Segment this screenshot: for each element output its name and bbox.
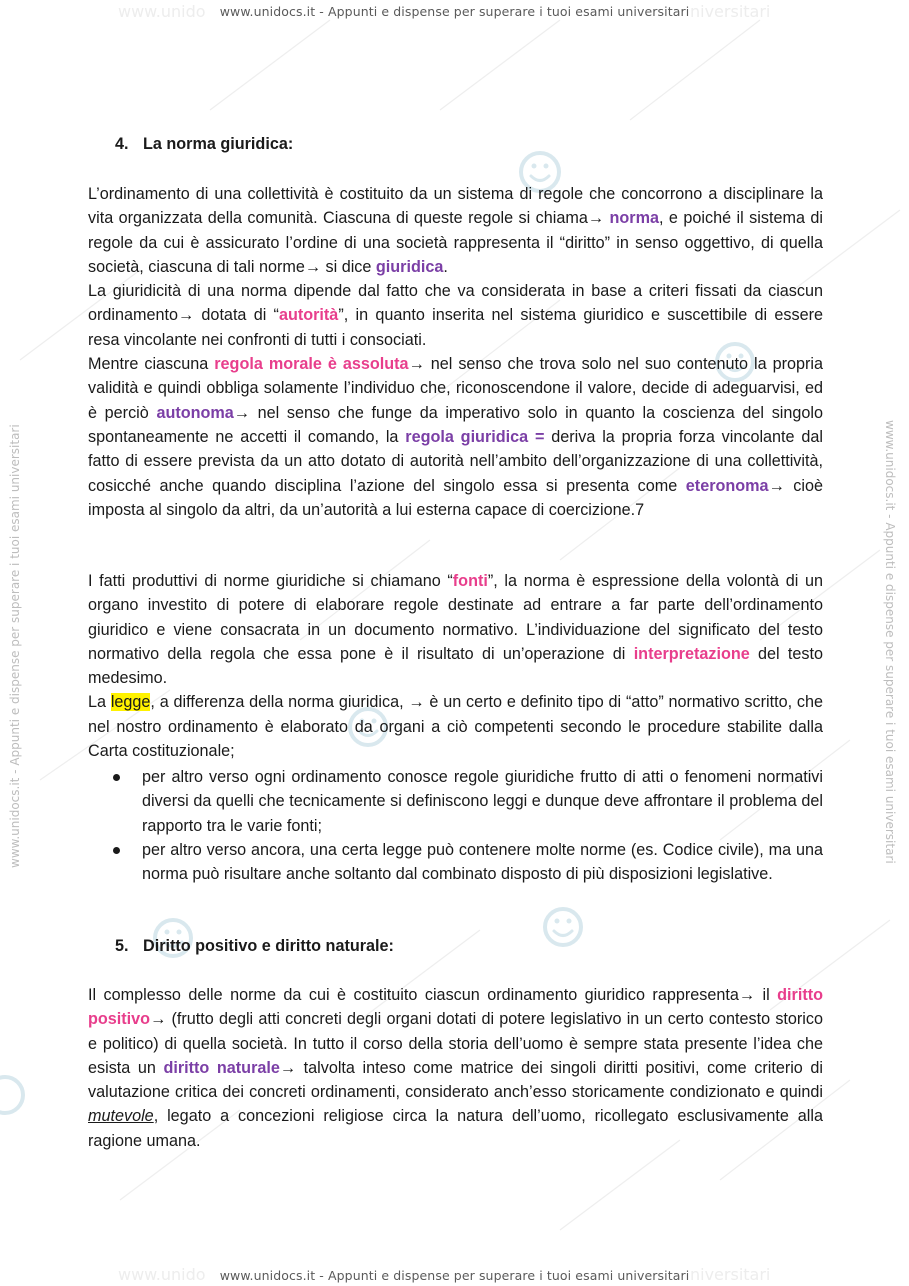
term-giuridica: giuridica (375, 257, 444, 276)
bullet-icon (113, 774, 120, 781)
text-run: → talvolta inteso come matrice dei singoli diritti positivi, come criterio di valutazione critica dei concreti ordinamenti, considerato anch’esso storicamente condizionato e quindi (88, 1058, 823, 1102)
section-title: La norma giuridica: (143, 135, 294, 153)
list-item (110, 838, 823, 887)
section-number: 4. (115, 135, 129, 153)
text-run: , a differenza della norma giuridica, → è un certo e definito tipo di “atto” normativo scritto, che nel nostro ordinamento è elaborato da organi a ciò competenti secondo le procedure stabilite dalla Carta costituzionale; (88, 693, 823, 761)
term-eteronoma: eteronoma (685, 476, 769, 495)
paragraph-giuridicita (88, 279, 823, 352)
text-run: , e poiché il sistema di regole da cui è assicurato l’ordine di una società rappresenta il “diritto” in senso oggettivo, di quella società, ciascuna di tali norme→ si dice (88, 209, 823, 276)
section-4-heading (115, 132, 293, 156)
term-autorita: autorità (278, 306, 339, 325)
watermark-ghost-right: niversitari (690, 2, 771, 21)
paragraph-legge (88, 690, 823, 763)
term-regola-giuridica: regola giuridica = (405, 427, 545, 446)
text-run: I fatti produttivi di norme giuridiche si chiamano “ (88, 572, 453, 590)
bullet-icon (113, 847, 120, 854)
text-run: ”, la norma è espressione della volontà di un organo investito di potere di elaborare regole destinate ad entrare a far parte dell’ordinamento giuridico e viene consacrata in un documento normativo. L’individuazione del significato del testo normativo della regola che essa pone è il risultato di un’operazione di (88, 572, 823, 663)
text-run: La (88, 693, 111, 712)
watermark-bottom-banner: www.unidocs.it - Appunti e dispense per superare i tuoi esami universitari (219, 1268, 690, 1283)
section-title: Diritto positivo e diritto naturale: (143, 937, 394, 955)
text-run: → nel senso che funge da imperativo solo in quanto la coscienza del singolo spontaneamente ne accetti il comando, la (88, 403, 823, 446)
text-run: deriva la propria forza vincolante dal fatto di essere prevista da un atto dotato di autorità nell’ambito dell’organizzazione di una collettività, cosicché anche quando disciplina l’azione del singolo essa si presenta come (88, 427, 823, 495)
text-run: L’ordinamento di una collettività è costituito da un sistema di regole che concorrono a disciplinare la vita organizzata della comunità. Ciascuna di queste regole si chiama→ (88, 185, 823, 228)
term-legge-highlighted: legge (110, 693, 151, 712)
paragraph-regola-morale (88, 352, 823, 522)
watermark-ghost-left: www.unido (118, 2, 206, 21)
paragraph-diritto (88, 983, 823, 1153)
bullet-list (110, 765, 823, 886)
watermark-side-right: www.unidocs.it - Appunti e dispense per superare i tuoi esami universitari (883, 420, 897, 864)
text-run: Il complesso delle norme da cui è costituito ciascun ordinamento giuridico rappresenta→ il (88, 986, 778, 1004)
term-interpretazione: interpretazione (633, 644, 750, 663)
text-run: ”, in quanto inserita nel sistema giuridico e suscettibile di essere resa vincolante nei confronti di tutti i consociati. (88, 306, 823, 349)
list-item (110, 765, 823, 838)
term-fonti: fonti (452, 572, 488, 590)
term-regola-morale: regola morale è assoluta (214, 355, 409, 374)
text-run: → nel senso che trova solo nel suo contenuto la propria validità e quindi obbliga solamente l’individuo che, riconoscendone il valore, decide di adeguarvisi, ed è perciò (88, 355, 823, 422)
term-norma: norma (609, 209, 659, 228)
term-autonoma: autonoma (156, 403, 234, 422)
section-5-paragraph (88, 983, 823, 1153)
section-4-paragraph-2 (88, 569, 823, 763)
paragraph-fonti (88, 569, 823, 690)
paragraph-norma (88, 182, 823, 279)
watermark-top-banner: www.unidocs.it - Appunti e dispense per superare i tuoi esami universitari (219, 4, 690, 19)
watermark-side-left: www.unidocs.it - Appunti e dispense per superare i tuoi esami universitari (8, 424, 22, 868)
text-run: Mentre ciascuna (88, 355, 215, 374)
text-run: , legato a concezioni religiose circa la natura dell’uomo, ricollegato esclusivamente alla ragione umana. (88, 1107, 823, 1150)
term-diritto-positivo: diritto positivo (88, 986, 823, 1029)
text-run: La giuridicità di una norma dipende dal fatto che va considerata in base a criteri fissati da ciascun ordinamento→ dotata di “ (88, 282, 823, 325)
text-run: . (443, 257, 448, 276)
text-run: → cioè imposta al singolo da altri, da un’autorità a lui esterna capace di coercizione.7 (88, 476, 823, 519)
term-diritto-naturale: diritto naturale (163, 1058, 280, 1077)
text-run: del testo medesimo. (88, 644, 823, 688)
text-run: → (frutto degli atti concreti degli organi dotati di potere legislativo in un certo contesto storico e politico) di quella società. In tutto il corso della storia dell’uomo è sempre stata presente l’idea che esista un (88, 1010, 823, 1077)
watermark-ghost-right: niversitari (690, 1265, 771, 1284)
term-mutevole: mutevole (88, 1107, 154, 1126)
list-item-text: per altro verso ogni ordinamento conosce regole giuridiche frutto di atti o fenomeni normativi diversi da quelli che tecnicamente si definiscono leggi e dunque deve affrontare il problema del rapporto tra le varie fonti; (142, 768, 823, 835)
list-item-text: per altro verso ancora, una certa legge può contenere molte norme (es. Codice civile), ma una norma può risultare anche soltanto dal combinato disposto di più disposizioni legislative. (142, 840, 823, 884)
section-5-heading (115, 934, 394, 958)
watermark-ghost-left: www.unido (118, 1265, 206, 1284)
section-4-paragraph-1 (88, 182, 823, 522)
section-number: 5. (115, 937, 129, 955)
